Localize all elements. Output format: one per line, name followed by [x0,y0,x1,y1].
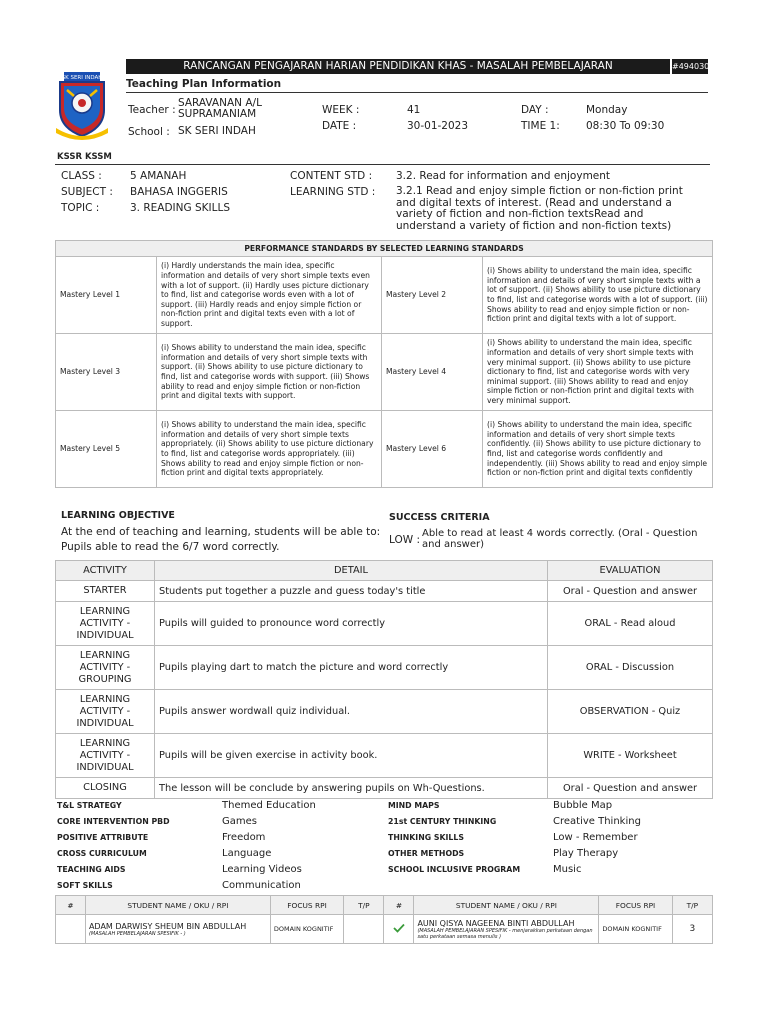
school-logo [54,70,110,142]
teacher-value: SARAVANAN A/L SUPRAMANIAM [178,97,262,120]
strategy-value: Games [222,816,257,827]
section-title: Teaching Plan Information [126,78,282,90]
activity-cell: LEARNING ACTIVITY - INDIVIDUAL [56,602,155,646]
table-row [56,257,713,334]
week-label: WEEK : [322,104,360,116]
table-row [56,411,713,488]
table-row [56,915,713,944]
detail-cell: Pupils answer wordwall quiz individual. [155,690,548,734]
learning-objective-line: Pupils able to read the 6/7 word correctly. [61,541,280,553]
day-label: DAY : [521,104,549,116]
detail-cell: The lesson will be conclude by answering pupils on Wh-Questions. [155,778,548,799]
column-header: # [56,896,86,915]
activity-cell: STARTER [56,581,155,602]
student-note: (MASALAH PEMBELAJARAN SPESIFIK - ) [88,930,186,937]
document-number: #494030 [672,59,708,74]
detail-cell: Pupils will be given exercise in activity book. [155,734,548,778]
table-row [56,602,713,646]
activities-table [55,560,713,799]
student-cell [85,915,270,944]
focus-rpi: DOMAIN KOGNITIF [270,915,343,944]
detail-cell: Pupils will guided to pronounce word correctly [155,602,548,646]
strategy-value: Language [222,848,272,859]
table-row [56,734,713,778]
svg-text:SK SERI INDAH: SK SERI INDAH [61,75,103,81]
table-row [56,778,713,799]
table-row [56,581,713,602]
student-name: AUNI QISYA NAGEENA BINTI ABDULLAH [417,918,575,928]
column-header: DETAIL [155,561,548,581]
table-row [56,690,713,734]
day-value: Monday [586,104,628,116]
strategy-label: SCHOOL INCLUSIVE PROGRAM [388,865,521,874]
strategy-value: Play Therapy [553,848,619,859]
student-cell [414,915,599,944]
success-low-text: Able to read at least 4 words correctly. (Oral - Question and answer) [422,528,698,550]
evaluation-cell: ORAL - Discussion [548,646,713,690]
strategy-value: Freedom [222,832,266,843]
time-value: 08:30 To 09:30 [586,120,665,132]
column-header: FOCUS RPI [599,896,672,915]
strategy-label: MIND MAPS [388,801,440,810]
mastery-level-label: Mastery Level 4 [382,334,483,411]
class-label: CLASS : [61,170,102,182]
mastery-level-desc: (i) Shows ability to understand the main idea, specific information and details of very short simple texts confidently. (ii) Shows ability to use picture dictionary to find, list and categorise words confidently and independently. (iii) Shows ability to read and enjoy simple fiction or non-fiction print and digital texts confidently [483,411,713,488]
column-header: ACTIVITY [56,561,155,581]
performance-title: PERFORMANCE STANDARDS BY SELECTED LEARNING STANDARDS [56,241,713,257]
column-header: STUDENT NAME / OKU / RPI [414,896,599,915]
student-note: (MASALAH PEMBELAJARAN SPESIFIK - menjarakkan perkataan dengan satu perkataan semasa menulis ) [417,927,593,940]
strategy-value: Creative Thinking [553,816,641,827]
strategy-label: THINKING SKILLS [388,833,464,842]
content-std-value: 3.2. Read for information and enjoyment [396,170,611,182]
tp-value: 3 [672,915,712,944]
column-header: T/P [672,896,712,915]
mastery-level-label: Mastery Level 1 [56,257,157,334]
evaluation-cell: WRITE - Worksheet [548,734,713,778]
class-value: 5 AMANAH [130,170,187,182]
teacher-label: Teacher : [128,104,176,116]
strategy-label: CROSS CURRICULUM [57,849,147,858]
activity-cell: LEARNING ACTIVITY - INDIVIDUAL [56,690,155,734]
week-value: 41 [407,104,421,116]
strategy-label: POSITIVE ATTRIBUTE [57,833,149,842]
column-header: FOCUS RPI [270,896,343,915]
topic-value: 3. READING SKILLS [130,202,230,214]
tp-value [344,915,384,944]
column-header: # [384,896,414,915]
column-header: EVALUATION [548,561,713,581]
strategy-label: OTHER METHODS [388,849,465,858]
strategy-label: T&L STRATEGY [57,801,122,810]
divider [126,92,708,93]
evaluation-cell: ORAL - Read aloud [548,602,713,646]
detail-cell: Students put together a puzzle and guess today's title [155,581,548,602]
banner-title: RANCANGAN PENGAJARAN HARIAN PENDIDIKAN KHAS - MASALAH PEMBELAJARAN [126,59,670,74]
school-value: SK SERI INDAH [178,125,256,137]
students-table [55,895,713,944]
mastery-level-desc: (i) Shows ability to understand the main idea, specific information and details of very short simple texts with a lot of support. (ii) Shows ability to use picture dictionary to find, list and categorise words with a lot of support. (iii) Shows ability to read and enjoy simple fiction or non-fiction print and digital texts with a lot of support. [483,257,713,334]
column-header: T/P [344,896,384,915]
mastery-level-label: Mastery Level 3 [56,334,157,411]
activity-cell: CLOSING [56,778,155,799]
performance-standards-table [55,240,713,488]
strategy-label: CORE INTERVENTION PBD [57,817,170,826]
row-number [56,915,86,944]
table-row [56,334,713,411]
strategy-value: Low - Remember [553,832,638,843]
focus-rpi: DOMAIN KOGNITIF [599,915,672,944]
date-label: DATE : [322,120,357,132]
strategy-value: Themed Education [222,800,316,811]
column-header: STUDENT NAME / OKU / RPI [85,896,270,915]
strategy-value: Learning Videos [222,864,302,875]
mastery-level-label: Mastery Level 5 [56,411,157,488]
mastery-level-desc: (i) Shows ability to understand the main idea, specific information and details of very short simple texts with support. (ii) Shows ability to use picture dictionary to find, list and categorise words with support. (iii) Shows ability to read and enjoy simple fiction or non-fiction print and digital texts with support. [157,334,382,411]
mastery-level-label: Mastery Level 6 [382,411,483,488]
detail-cell: Pupils playing dart to match the picture and word correctly [155,646,548,690]
school-label: School : [128,126,170,138]
evaluation-cell: OBSERVATION - Quiz [548,690,713,734]
evaluation-cell: Oral - Question and answer [548,778,713,799]
mastery-level-desc: (i) Hardly understands the main idea, specific information and details of very short simple texts even with a lot of support. (ii) Hardly uses picture dictionary to find, list and categorise words even with a lot of support. (iii) Hardly reads and enjoy simple fiction or non-fiction print and digital texts even with a lot of support. [157,257,382,334]
learning-std-label: LEARNING STD : [290,186,376,198]
topic-label: TOPIC : [61,202,100,214]
time-label: TIME 1: [521,120,560,132]
activity-cell: LEARNING ACTIVITY - GROUPING [56,646,155,690]
strategy-value: Bubble Map [553,800,613,811]
evaluation-cell: Oral - Question and answer [548,581,713,602]
mastery-level-desc: (i) Shows ability to understand the main idea, specific information and details of very short simple texts appropriately. (ii) Shows ability to use picture dictionary to find, list and categorise words appropriately. (iii) Shows ability to read and enjoy simple fiction or non-fiction print and digital texts appropriately. [157,411,382,488]
check-icon [384,915,414,944]
mastery-level-desc: (i) Shows ability to understand the main idea, specific information and details of very short simple texts with very minimal support. (ii) Shows ability to use picture dictionary to find, list and categorise words with very minimal support. (iii) Shows ability to read and enjoy simple fiction or non-fiction print and digital texts with very minimal support. [483,334,713,411]
mastery-level-label: Mastery Level 2 [382,257,483,334]
success-low-label: LOW : [389,534,420,546]
strategy-label: SOFT SKILLS [57,881,113,890]
table-row [56,646,713,690]
subject-value: BAHASA INGGERIS [130,186,228,198]
strategy-label: 21st CENTURY THINKING [388,817,497,826]
success-criteria-title: SUCCESS CRITERIA [389,512,490,523]
subject-label: SUBJECT : [61,186,113,198]
strategy-label: TEACHING AIDS [57,865,126,874]
student-name: ADAM DARWISY SHEUM BIN ABDULLAH [88,921,247,931]
divider [55,164,710,165]
date-value: 30-01-2023 [407,120,469,132]
kssr-title: KSSR KSSM [57,152,112,162]
strategy-value: Music [553,864,582,875]
learning-objective-line: At the end of teaching and learning, students will be able to: [61,526,381,538]
learning-objective-title: LEARNING OBJECTIVE [61,510,175,521]
learning-std-value: 3.2.1 Read and enjoy simple fiction or non-fiction print and digital texts of interest. (Read and understand a variety of fiction and non-fiction textsRead and understand a variety of fiction and non-fiction texts) [396,185,683,232]
activity-cell: LEARNING ACTIVITY - INDIVIDUAL [56,734,155,778]
content-std-label: CONTENT STD : [290,170,373,182]
strategy-value: Communication [222,880,301,891]
